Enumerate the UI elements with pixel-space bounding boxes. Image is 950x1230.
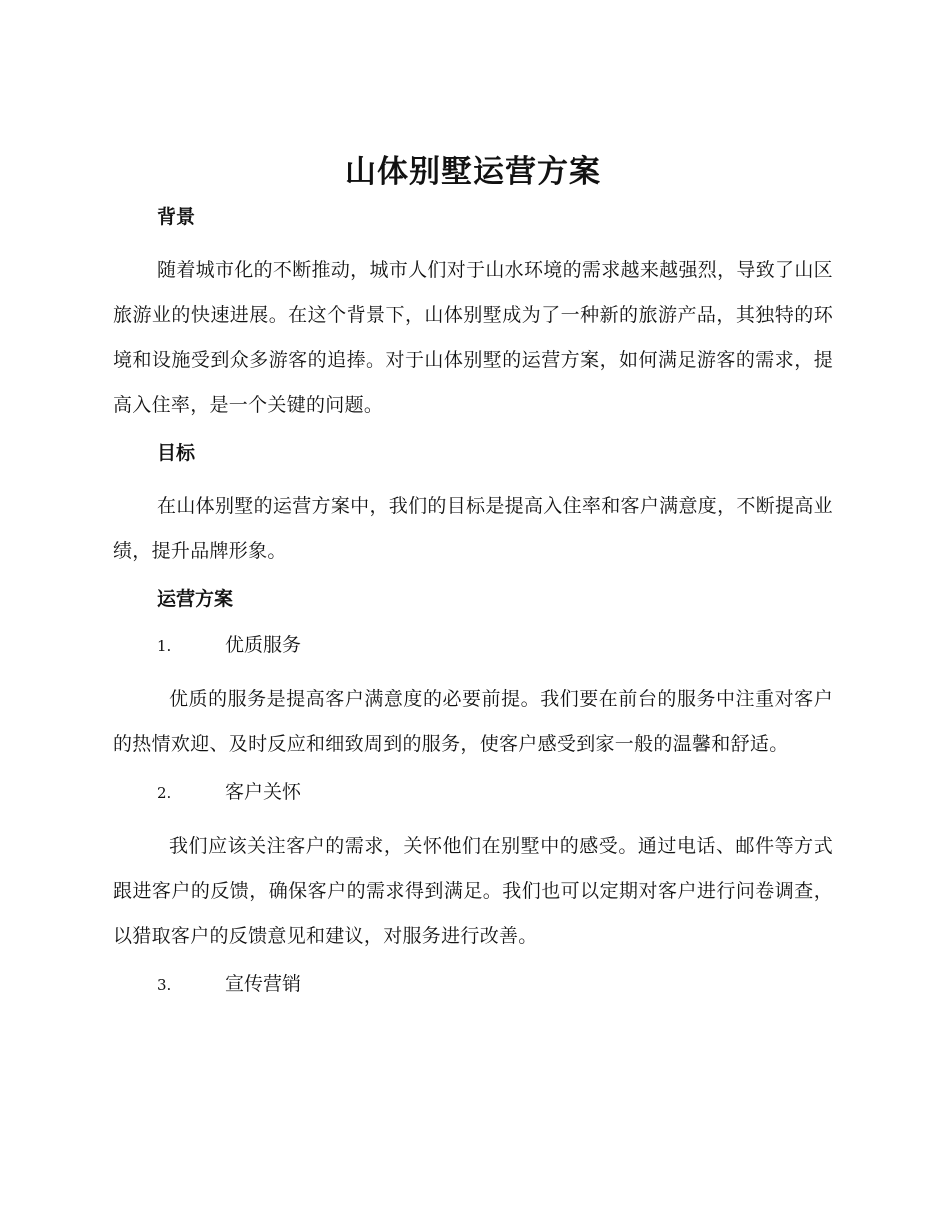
heading-plan: 运营方案 — [157, 588, 234, 610]
list-item-title: 客户关怀 — [225, 781, 302, 803]
list-item-title: 优质服务 — [225, 634, 302, 656]
document-title: 山体别墅运营方案 — [345, 154, 601, 190]
paragraph-care: 我们应该关注客户的需求，关怀他们在别墅中的感受。通过电话、邮件等方式跟进客户的反馈，确保客户的需求得到满足。我们也可以定期对客户进行问卷调查，以猎取客户的反馈意见和建议，对服务进行改善。 — [113, 835, 833, 947]
heading-goal: 目标 — [157, 442, 196, 464]
document-body — [113, 148, 833, 1016]
list-item-2 — [157, 777, 833, 808]
heading-background: 背景 — [157, 206, 196, 228]
paragraph-background: 随着城市化的不断推动，城市人们对于山水环境的需求越来越强烈，导致了山区旅游业的快速进展。在这个背景下，山体别墅成为了一种新的旅游产品，其独特的环境和设施受到众多游客的追捧。对于山体别墅的运营方案，如何满足游客的需求，提高入住率，是一个关键的问题。 — [113, 259, 833, 416]
paragraph-goal: 在山体别墅的运营方案中，我们的目标是提高入住率和客户满意度，不断提高业绩，提升品牌形象。 — [113, 495, 833, 562]
list-number: 1. — [157, 637, 172, 655]
list-item-3 — [157, 969, 833, 1000]
list-number: 2. — [157, 784, 172, 802]
list-number: 3. — [157, 976, 172, 994]
list-item-title: 宣传营销 — [225, 973, 302, 995]
list-item-1 — [157, 630, 833, 661]
paragraph-service: 优质的服务是提高客户满意度的必要前提。我们要在前台的服务中注重对客户的热情欢迎、及时反应和细致周到的服务，使客户感受到家一般的温馨和舒适。 — [113, 688, 833, 755]
